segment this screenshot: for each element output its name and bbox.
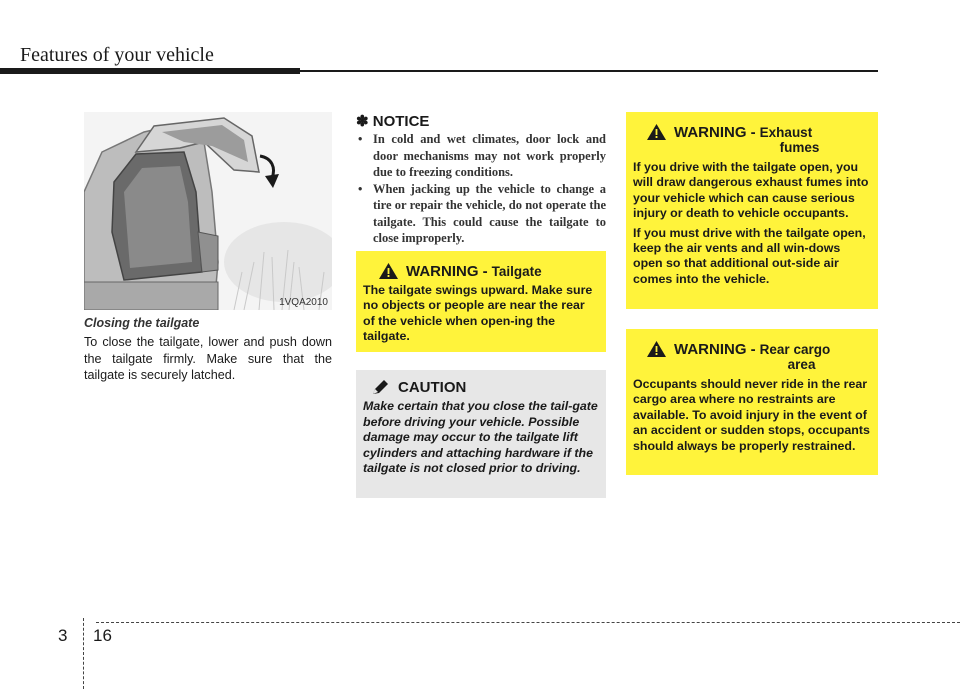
warning-label: WARNING - — [674, 124, 756, 141]
warning-subject: Rear cargo area — [759, 342, 831, 372]
section-caption: Closing the tailgate — [84, 316, 200, 330]
warning-cargo-box — [626, 329, 878, 475]
warning-cargo-text: Occupants should never ride in the rear cargo area where no restraints are available. To avoid injury in the event of an accident or sudden stops, occupants should always be properly restrained. — [633, 377, 870, 453]
warning-tailgate-box — [356, 251, 606, 352]
page-header-title: Features of your vehicle — [20, 44, 214, 66]
photo-code: 1VQA2010 — [279, 297, 328, 308]
warning-subject: Exhaust fumes — [759, 125, 820, 155]
header-rule-thick — [0, 68, 300, 74]
header-rule — [0, 68, 878, 72]
notice-title: ✽ NOTICE — [356, 113, 430, 130]
warning-triangle-icon — [379, 263, 398, 279]
tailgate-illustration — [84, 112, 332, 310]
footer-rule — [96, 622, 960, 623]
warning-exhaust-text: If you drive with the tailgate open, you will draw dangerous exhaust fumes into your vehicle which can cause serious injury or death to vehicle occupants. If you must drive with the tailgate open, keep the air vents and all win-dows open so that additional out-side air comes into the vehicle. — [633, 160, 869, 286]
warning-label: WARNING - — [674, 341, 756, 358]
header-rule-thin — [300, 70, 878, 72]
warning-triangle-icon — [647, 124, 666, 140]
notice-list — [356, 131, 606, 247]
notice-item: • In cold and wet climates, door lock and door mechanisms may not work properly due to freezing conditions. — [358, 132, 606, 179]
section-body: To close the tailgate, lower and push down the tailgate firmly. Make sure that the tailgate is securely latched. — [84, 335, 332, 382]
warning-exhaust-box — [626, 112, 878, 309]
warning-subject: Tailgate — [491, 264, 542, 279]
footer-vertical-rule — [83, 618, 84, 689]
caution-label: CAUTION — [398, 379, 467, 396]
page-chapter: 3 — [58, 626, 68, 645]
warning-tailgate-text: The tailgate swings upward. Make sure no objects or people are near the rear of the vehicle when open-ing the tailgate. — [363, 283, 593, 344]
page-number: 16 — [93, 626, 112, 645]
caution-pencil-icon — [371, 379, 390, 395]
notice-item: • When jacking up the vehicle to change a tire or repair the vehicle, do not operate the tailgate. This could cause the tailgate to close improperly. — [358, 181, 606, 245]
caution-text: Make certain that you close the tail-gate before driving your vehicle. Possible damage may occur to the tailgate lift cylinders and attaching hardware if the tailgate is not closed prior to driving. — [363, 399, 598, 476]
caution-box — [356, 370, 606, 498]
tailgate-photo — [84, 112, 332, 310]
warning-triangle-icon — [647, 341, 666, 357]
warning-label: WARNING - — [406, 263, 488, 280]
